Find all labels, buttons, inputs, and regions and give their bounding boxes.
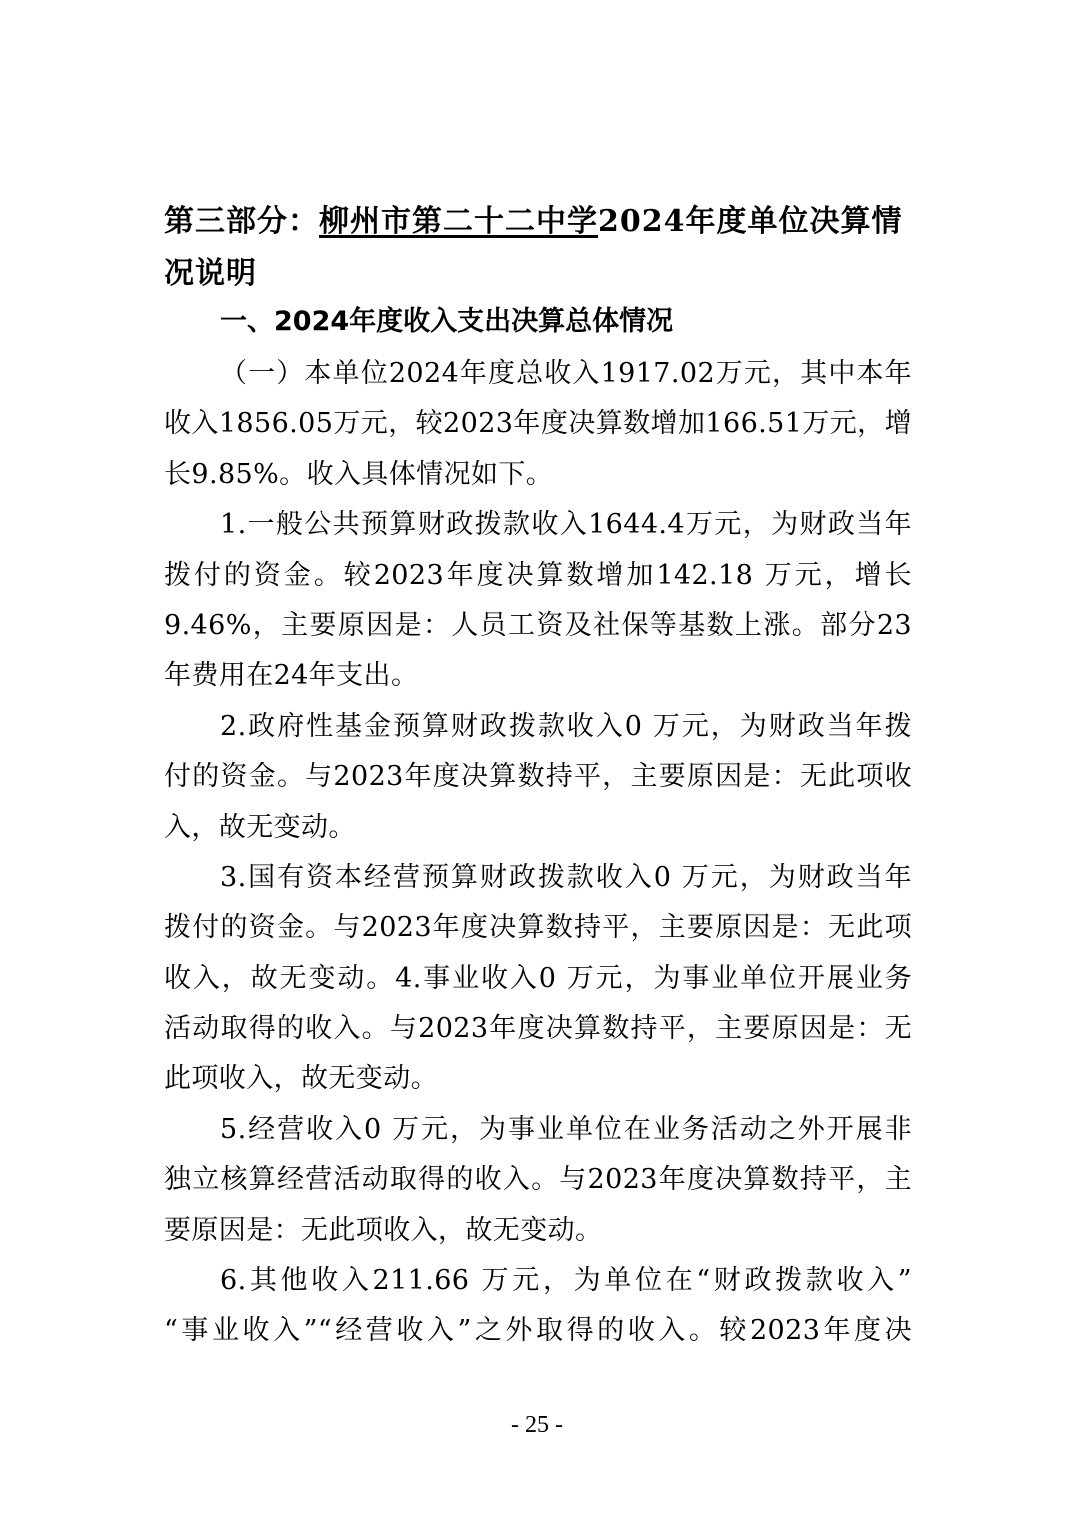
section-title — [164, 196, 924, 300]
paragraph-line: 长9.85%。收入具体情况如下。 — [164, 458, 554, 490]
paragraph-line: 入，故无变动。 — [164, 811, 356, 843]
paragraph-line: 收入，故无变动。4.事业收入0 万元，为事业单位开展业务 — [164, 962, 912, 994]
paragraph-line: 9.46%，主要原因是：人员工资及社保等基数上涨。部分23 — [164, 609, 912, 641]
paragraph-line: 6.其他收入211.66 万元，为单位在“财政拨款收入” — [220, 1265, 912, 1297]
paragraph-line: 2.政府性基金预算财政拨款收入0 万元，为财政当年拨 — [220, 710, 912, 742]
section-title-school-name: 柳州市第二十二中学 — [319, 204, 598, 239]
paragraph-line: 收入1856.05万元，较2023年度决算数增加166.51万元，增 — [164, 408, 912, 440]
paragraph-line: 付的资金。与2023年度决算数持平，主要原因是：无此项收 — [164, 761, 912, 793]
paragraph-line: 此项收入，故无变动。 — [164, 1063, 438, 1095]
paragraph-line: （一）本单位2024年度总收入1917.02万元，其中本年 — [220, 358, 912, 389]
paragraph-line: “事业收入”“经营收入”之外取得的收入。较2023年度决 — [164, 1315, 912, 1347]
subsection-heading: 一、2024年度收入支出决算总体情况 — [220, 306, 674, 337]
section-title-part: 第三部分： — [164, 204, 319, 239]
paragraph-line: 3.国有资本经营预算财政拨款收入0 万元，为财政当年 — [220, 861, 912, 893]
paragraph-line: 活动取得的收入。与2023年度决算数持平，主要原因是：无 — [164, 1013, 912, 1045]
paragraph-line: 拨付的资金。与2023年度决算数持平，主要原因是：无此项 — [164, 912, 912, 944]
paragraph-line: 要原因是：无此项收入，故无变动。 — [164, 1214, 603, 1246]
body-paragraphs — [164, 349, 912, 1357]
page-number: - 25 - — [511, 1412, 563, 1438]
paragraph-line: 1.一般公共预算财政拨款收入1644.4万元，为财政当年 — [220, 509, 912, 541]
paragraph-line: 独立核算经营活动取得的收入。与2023年度决算数持平，主 — [164, 1164, 912, 1196]
paragraph-line: 拨付的资金。较2023年度决算数增加142.18 万元，增长 — [164, 559, 912, 591]
paragraph-line: 年费用在24年支出。 — [164, 660, 419, 692]
section-title-subject: 2024年度单位决算情况说明 — [164, 204, 903, 291]
paragraph-line: 5.经营收入0 万元，为事业单位在业务活动之外开展非 — [220, 1113, 912, 1145]
